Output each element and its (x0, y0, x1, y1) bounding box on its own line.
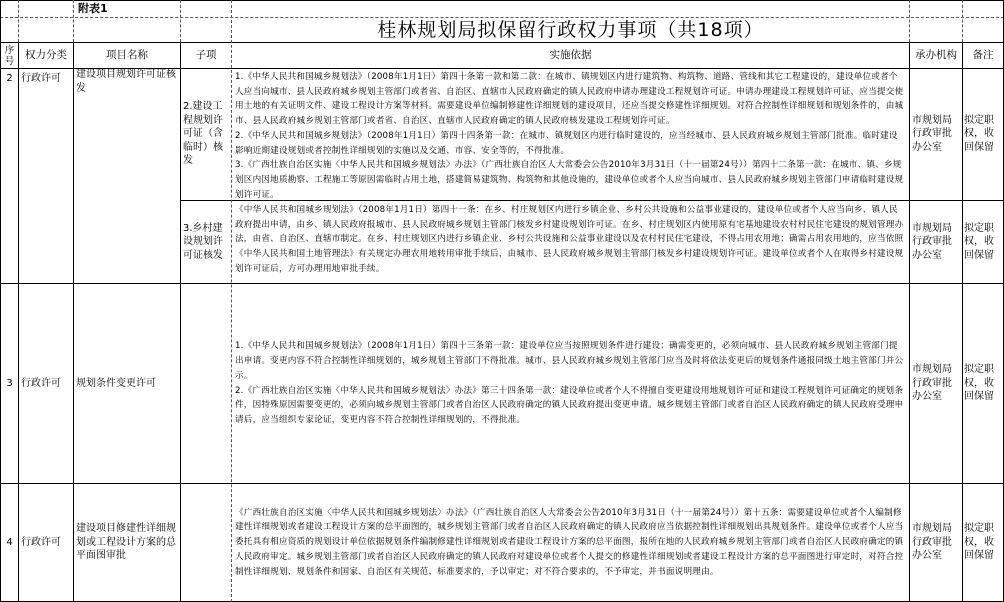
grid-line (0, 0, 1004, 1)
row-note: 拟定职权，收回保留 (964, 222, 994, 261)
row-basis: 1.《中华人民共和国城乡规划法》（2008年1月1日）第四十条第一款和第二款：在城市、镇规划区内进行建筑物、构筑物、道路、管线和其它工程建设的，建设单位或者个人应当向城市、县人民政府城乡规划主管部门或者省、自治区、直辖市人民政府确定的镇人民政府申请办理建设工程规划许可证。申请办理建设工程规划许可证，应当提交使用土地的有关证明文件、建设工程设计方案等材料。需要建设单位编制修建性详细规划的建设项目，还应当提交修建性详细规划。对符合控制性详细规划和规划条件的，由城市、县人民政府城乡规划主管部门或者省、自治区、直辖市人民政府确定的镇人民政府核发建设工程规划许可证。 2.《中华人民共和国城乡规划法》（2008年1月1日）第四十四条第一款：在城市、镇规划区内进行临时建设的，应当经城市、县人民政府城乡规划主管部门批准。临时建设影响近期建设规划或者控制性详细规划的实施以及交通、市容、安全等的，不得批准。 3.《广西壮族自治区实施〈中华人民共和国城乡规划法〉办法》（广西壮族自治区人大常委会公告2010年3月31日（十一届第24号））第四十二条第一款：在城市、镇、乡规划区内因地质勘察、工程施工等原因需临时占用土地，搭建简易建筑物、构筑物和其他设施的，建设单位或者个人应当向城市、县人民政府城乡规划主管部门申请临时建设规划许可证。 (235, 72, 904, 200)
row-category: 行政许可 (21, 73, 61, 84)
grid-line (18, 42, 19, 602)
header-seq: 序号 (4, 44, 15, 67)
header-basis: 实施依据 (549, 49, 592, 61)
row-seq: 2 (6, 73, 13, 84)
page-title: 桂林规划局拟保留行政权力事项（共18项） (377, 19, 764, 41)
grid-line (909, 42, 910, 602)
grid-line-dashed (909, 0, 910, 42)
sheet-label: 附表1 (78, 2, 108, 15)
grid-line (180, 42, 181, 602)
row-agency: 市规划局行政审批办公室 (912, 364, 952, 403)
row-basis: 1.《中华人民共和国城乡规划法》（2008年1月1日）第四十三条第一款：建设单位应当按照规划条件进行建设；确需变更的，必须向城市、县人民政府城乡规划主管部门提出申请。变更内容不符合控制性详细规划的，城乡规划主管部门不得批准。城市、县人民政府城乡规划主管部门应当及时将依法变更后的规划条件通报同级土地主管部门并公示。 2.《广西壮族自治区实施〈中华人民共和国城乡规划法〉办法》第三十四条第一款：建设单位或者个人不得擅自变更建设用地规划许可证和建设工程规划许可证确定的规划条件，因特殊原因需要变更的，必须向城乡规划主管部门或者自治区人民政府确定的镇人民政府提出变更申请。城乡规划主管部门或者自治区人民政府确定的镇人民政府受理申请后，应当组织专家论证，变更内容不符合控制性详细规划的，不得批准。 (235, 341, 904, 425)
row-subitem: 3.乡村建设规划许可证核发 (183, 222, 223, 261)
header-subitem: 子项 (195, 49, 217, 61)
row-basis: 《广西壮族自治区实施〈中华人民共和国城乡规划法〉办法》（广西壮族自治区人大常委会公告2010年3月31日（十一届第24号））第十五条：需要建设单位或者个人编制修建性详细规划或者建设工程设计方案的总平面图的，城乡规划主管部门或者自治区人民政府确定的镇人民政府应当依据控制性详细规划出具规划条件。建设单位或者个人应当委托具有相应资质的规划设计单位依据规划条件编制修建性详细规划或者建设工程设计方案的总平面图，报所在地的人民政府城乡规划主管部门或者自治区人民政府确定的镇人民政府审定。城乡规划主管部门或者自治区人民政府确定的镇人民政府对建设单位或者个人提交的修建性详细规划或者建设工程设计方案的总平面图进行审定时，对符合控制性详细规划、规划条件和国家、自治区有关规范、标准要求的，予以审定；对不符合要求的，不予审定，并书面说明理由。 (235, 507, 904, 577)
grid-line-dashed (962, 0, 963, 42)
row-subitem: 2.建设工程规划许可证（含临时）核发 (183, 101, 223, 167)
row-note: 拟定职权，收回保留 (964, 364, 994, 403)
header-note: 备注 (972, 49, 994, 61)
row-seq: 3 (6, 377, 13, 389)
row-category: 行政许可 (21, 377, 61, 389)
grid-line (962, 42, 963, 602)
row-agency: 市规划局行政审批办公室 (912, 114, 952, 153)
row-project-name: 建设项目规划许可证核发 (76, 69, 176, 94)
grid-line-dashed (18, 0, 19, 42)
row-agency: 市规划局行政审批办公室 (912, 222, 952, 261)
grid-line (73, 42, 74, 602)
header-name: 项目名称 (106, 49, 148, 61)
row-project-name: 规划条件变更许可 (76, 377, 156, 389)
row-note: 拟定职权，收回保留 (964, 114, 994, 153)
row-agency: 市规划局行政审批办公室 (912, 523, 952, 562)
grid-line-dashed (180, 0, 181, 42)
row-seq: 4 (6, 536, 13, 548)
row-basis: 《中华人民共和国城乡规划法》（2008年1月1日）第四十一条：在乡、村庄规划区内进行乡镇企业、乡村公共设施和公益事业建设的，建设单位或者个人应当向乡、镇人民政府提出申请，由乡、镇人民政府报城市、县人民政府城乡规划主管部门核发乡村建设规划许可证。在乡、村庄规划区内使用原有宅基地建设农村村民住宅建设的规划管理办法，由省、自治区、直辖市制定。在乡、村庄规划区内进行乡镇企业、乡村公共设施和公益事业建设以及农村村民住宅建设，不得占用农用地；确需占用农用地的，应当依照《中华人民共和国土地管理法》有关规定办理农用地转用审批手续后，由城市、县人民政府城乡规划主管部门核发乡村建设规划许可证。建设单位或者个人在取得乡村建设规划许可证后，方可办理用地审批手续。 (235, 205, 904, 274)
row-project-name: 建设项目修建性详细规划或工程设计方案的总平面图审批 (76, 523, 176, 562)
row-note: 拟定职权，收回保留 (964, 523, 994, 562)
row-category: 行政许可 (21, 536, 61, 548)
header-agency: 承办机构 (915, 49, 957, 61)
grid-line-dashed (73, 0, 74, 42)
grid-line (180, 200, 1004, 201)
header-category: 权力分类 (25, 49, 67, 61)
